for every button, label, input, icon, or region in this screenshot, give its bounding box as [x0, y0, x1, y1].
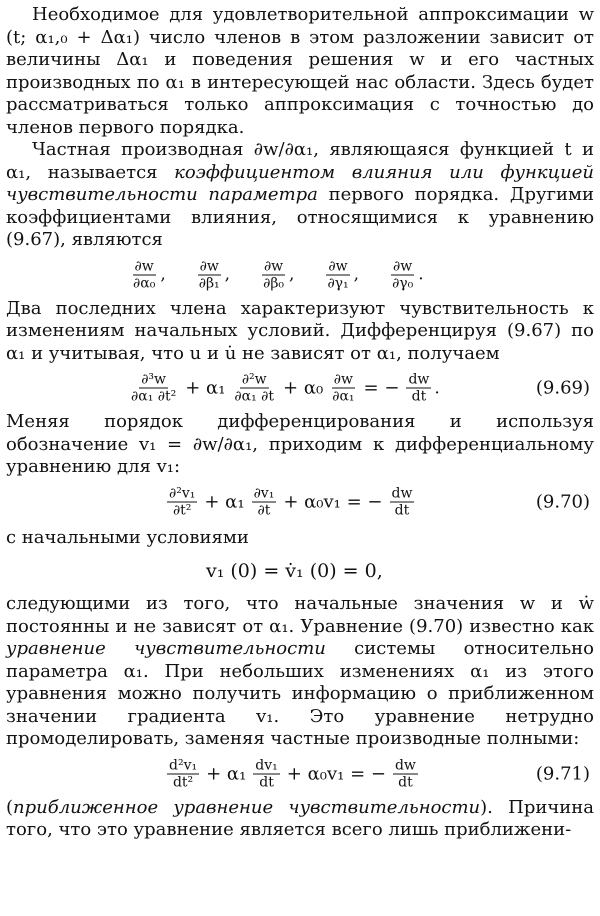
initial-conditions-text: v₁ (0) = v̇₁ (0) = 0,: [206, 560, 383, 582]
eq69-equals: = −: [363, 377, 400, 399]
coef-den-4: ∂γ₀: [392, 275, 414, 291]
equation-number-9-70: (9.70): [535, 491, 590, 512]
eq70-f3-den: dt: [394, 502, 410, 518]
paragraph-initial-conditions-sensitivity: Два последних члена характеризуют чувствительность к изменениям начальных условий. Дифференцируя (9.67) по α₁ и учитывая, что u и u̇ не зависят от α₁, получаем: [6, 297, 594, 364]
coef-den-2: ∂β₀: [263, 275, 285, 291]
eq69-frac-3: [330, 372, 356, 405]
eq71-f2-num: dv₁: [255, 757, 278, 773]
coef-den-0: ∂α₀: [133, 275, 156, 291]
eq69-f3-den: ∂α₁: [332, 388, 355, 405]
paragraph-sensitivity-text-a: Частная производная ∂w/∂α₁, являющаяся функцией t и α₁, называется: [6, 139, 594, 183]
coef-sep-3: ,: [353, 264, 360, 285]
eq69-end: .: [434, 378, 440, 398]
eq70-tail: + α₀v₁ = −: [283, 491, 383, 512]
paragraph-approximation: Необходимое для удовлетворительной аппроксимации w (t; α₁,₀ + Δα₁) число членов в этом разложении зависит от величины Δα₁ и поведения решения w и его частных производных по α₁ в интересующей нас области. Здесь будет рассматриваться только аппроксимация с точностью до членов первого порядка.: [6, 4, 594, 138]
term-approximate-sensitivity-equation: приближенное уравнение чувствительности: [13, 796, 481, 818]
eq70-f1-den: ∂t²: [172, 502, 192, 518]
eq69-f1-num: ∂³w: [141, 371, 167, 388]
eq70-f1-num: ∂²v₁: [169, 485, 196, 501]
coef-end: .: [418, 264, 424, 285]
eq69-plus-2: + α₀: [283, 377, 324, 399]
eq70-frac-1: [167, 485, 197, 518]
paragraph-approx-text-b: ). Причина того, что это уравнение является всего лишь приближени-: [6, 796, 595, 840]
eq70-f2-den: ∂t: [257, 502, 271, 518]
coef-num-1: ∂w: [199, 258, 219, 274]
eq71-f3-num: dw: [394, 757, 416, 773]
coef-sep-2: ,: [289, 264, 295, 285]
coef-fraction-4: [390, 258, 415, 291]
eq71-tail: + α₀v₁ = −: [286, 763, 386, 784]
coef-fraction-2: [261, 258, 286, 291]
initial-conditions-equation: [6, 549, 594, 593]
eq69-f4-num: dw: [408, 371, 430, 388]
eq70-plus-1: + α₁: [204, 491, 245, 512]
eq69-f3-num: ∂w: [333, 371, 353, 388]
paragraph-sensitivity-equation: [6, 593, 594, 751]
eq69-f2-den: ∂α₁ ∂t: [234, 388, 275, 405]
coef-sep-1: ,: [224, 264, 231, 285]
influence-coefficients: [6, 252, 594, 298]
coef-fraction-1: [197, 258, 222, 291]
eq71-frac-1: [167, 757, 199, 790]
eq70-f2-num: ∂v₁: [253, 485, 275, 501]
coef-fraction-3: [325, 258, 350, 291]
eq70-f3-num: dw: [391, 485, 413, 501]
equation-9-71: [6, 751, 594, 797]
eq71-f1-num: d²v₁: [169, 757, 198, 773]
paragraph-sens-eq-text-a: следующими из того, что начальные значения w и ẇ постоянны и не зависят от α₁. Уравнение (9.70) известно как: [6, 593, 594, 637]
equation-number-9-71: (9.71): [535, 763, 590, 784]
eq71-frac-2: [253, 757, 279, 790]
paragraph-sens-eq-text-b: системы относительно параметра α₁. При небольших изменениях α₁ из этого уравнения можно получить информацию о приближенном значении градиента v₁. Это уравнение нетрудно промоделировать, заменяя частные производные полными:: [6, 638, 594, 749]
eq69-plus-1: + α₁: [185, 377, 226, 399]
coef-fraction-0: [131, 258, 157, 291]
eq69-f4-den: dt: [411, 388, 427, 405]
paren-open: (: [6, 796, 14, 818]
term-sensitivity-function: коэффициентом влияния или функцией чувствительности параметра: [6, 161, 594, 205]
coef-den-1: ∂β₁: [198, 275, 220, 291]
eq71-f3-den: dt: [398, 774, 413, 790]
eq69-f2-num: ∂²w: [241, 371, 267, 388]
equation-number-9-69: (9.69): [535, 377, 590, 399]
coef-num-2: ∂w: [263, 258, 284, 274]
coef-num-3: ∂w: [328, 258, 348, 274]
coef-num-0: ∂w: [134, 258, 154, 274]
eq71-f1-den: dt²: [172, 774, 194, 790]
coef-sep-0: ,: [160, 264, 166, 285]
eq70-frac-3: [390, 485, 415, 518]
eq71-plus-1: + α₁: [206, 763, 247, 784]
page-body: [6, 4, 594, 842]
eq71-frac-3: [393, 757, 418, 790]
paragraph-sensitivity-definition: [6, 139, 594, 252]
eq71-f2-den: dt: [259, 774, 274, 790]
eq69-frac-2: [232, 372, 276, 405]
paragraph-approximate-equation: [6, 797, 594, 842]
coef-den-3: ∂γ₁: [327, 275, 349, 291]
paragraph-change-order: Меняя порядок дифференцирования и используя обозначение v₁ = ∂w/∂α₁, приходим к дифференциальному уравнению для v₁:: [6, 411, 594, 477]
coef-num-4: ∂w: [393, 258, 413, 274]
paragraph-sensitivity-text-b: первого порядка. Другими коэффициентами влияния, относящимися к уравнению (9.67), являются: [6, 184, 594, 250]
eq69-frac-1: [129, 372, 178, 405]
eq70-frac-2: [252, 485, 277, 518]
equation-9-70: [6, 479, 594, 525]
term-sensitivity-equation: уравнение чувствительности: [6, 638, 326, 659]
eq69-frac-4: [406, 372, 431, 405]
eq69-f1-den: ∂α₁ ∂t²: [131, 388, 177, 405]
equation-9-69: [6, 365, 594, 411]
paragraph-with-initial-conditions: с начальными условиями: [6, 526, 249, 548]
